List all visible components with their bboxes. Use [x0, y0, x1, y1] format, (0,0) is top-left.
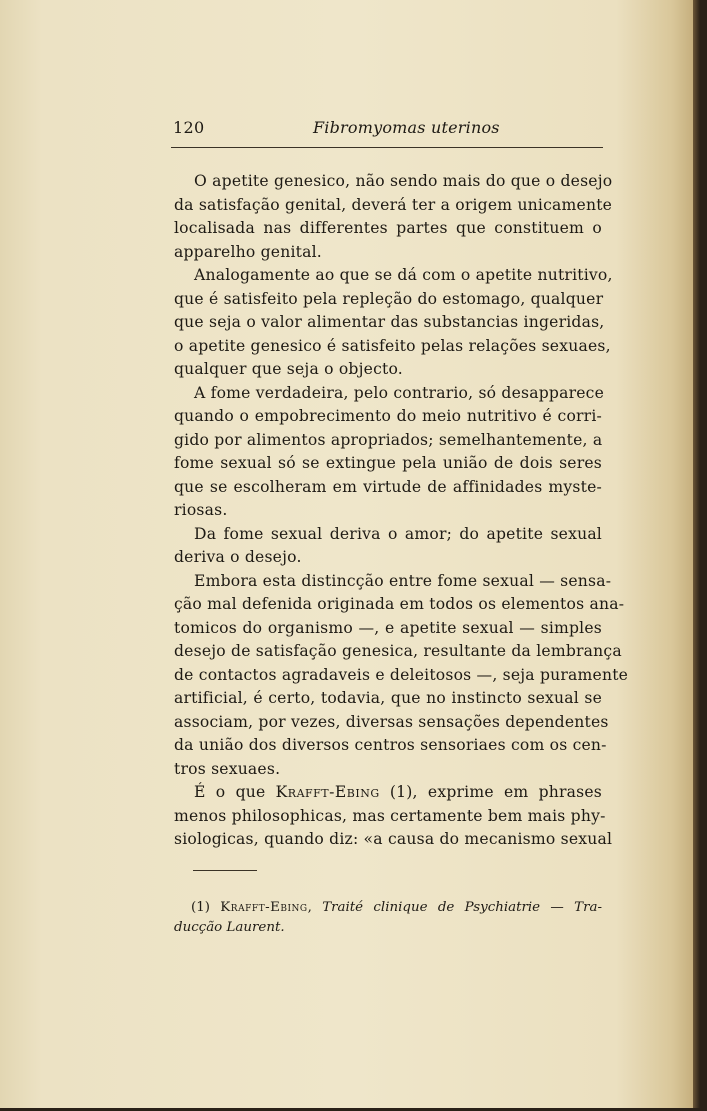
text-line: artificial, é certo, todavia, que no instincto sexual se	[174, 689, 602, 707]
text-line: apparelho genital.	[174, 242, 322, 261]
text-line: o apetite genesico é satisfeito pelas relações sexuaes,	[174, 336, 611, 355]
text-fragment: É o que	[194, 783, 276, 801]
footnote-line	[174, 918, 602, 938]
text-line: deriva o desejo.	[174, 548, 302, 566]
running-title: Fibromyomas uterinos	[313, 118, 500, 137]
text-line: gido por alimentos apropriados; semelhantemente, a	[174, 430, 603, 449]
text-line: localisada nas differentes partes que constituem o	[174, 219, 602, 237]
text-line: O apetite genesico, não sendo mais do que o desejo	[194, 172, 613, 190]
text-line: qualquer que seja o objecto.	[174, 360, 403, 378]
footnote-title: Traité clinique de Psychiatrie — Tra-	[322, 900, 602, 915]
text-line: que é satisfeito pela repleção do estomago, qualquer	[174, 289, 604, 308]
text-fragment: (1), exprime em phrases	[379, 783, 602, 801]
text-line: que se escolheram em virtude de affinidades myste-	[174, 477, 602, 496]
text-line: tomicos do organismo —, e apetite sexual — simples	[174, 618, 602, 637]
text-line: quando o empobrecimento do meio nutritivo é corri-	[174, 407, 602, 425]
text-line: associam, por vezes, diversas sensações dependentes	[174, 712, 609, 731]
footnote-separator: ,	[307, 900, 323, 915]
text-line: tros sexuaes.	[174, 759, 281, 778]
header-rule	[171, 147, 603, 148]
footnote-author: Krafft-Ebing	[220, 900, 308, 915]
author-name: Krafft-Ebing	[275, 783, 380, 801]
text-line: A fome verdadeira, pelo contrario, só desapparece	[194, 383, 605, 402]
text-line: Da fome sexual deriva o amor; do apetite sexual	[194, 524, 602, 543]
text-line: menos philosophicas, mas certamente bem mais phy-	[174, 806, 606, 825]
paragraph	[174, 170, 613, 264]
paragraph	[174, 523, 602, 570]
text-line: fome sexual só se extingue pela união de dois seres	[174, 454, 602, 472]
body-text	[174, 170, 629, 852]
text-line: da satisfação genital, deverá ter a origem unicamente	[174, 195, 613, 214]
text-line: riosas.	[174, 501, 228, 519]
footnote-title-continued: ducção Laurent.	[174, 920, 285, 935]
paragraph	[174, 264, 613, 382]
footnote	[174, 898, 602, 938]
footnote-rule	[193, 870, 257, 871]
text-line	[174, 781, 602, 805]
text-line: ção mal defenida originada em todos os elementos ana-	[174, 595, 625, 613]
page-header	[173, 118, 603, 142]
text-line: siologicas, quando diz: «a causa do mecanismo sexual	[174, 830, 613, 848]
text-line: que seja o valor alimentar das substancias ingeridas,	[174, 313, 605, 331]
text-line: Embora esta distincção entre fome sexual — sensa-	[194, 571, 612, 590]
text-line: da união dos diversos centros sensoriaes com os cen-	[174, 736, 607, 754]
text-line: de contactos agradaveis e deleitosos —, seja puramente	[174, 665, 629, 684]
paragraph	[174, 382, 605, 523]
text-line: desejo de satisfação genesica, resultante da lembrança	[174, 642, 622, 660]
page-edge-shadow	[693, 0, 700, 1111]
page-number: 120	[173, 118, 205, 137]
footnote-marker: (1)	[191, 900, 221, 915]
footnote-line	[174, 898, 602, 918]
paragraphs	[174, 170, 629, 781]
paragraph-krafft-ebing	[174, 781, 613, 852]
text-line: Analogamente ao que se dá com o apetite nutritivo,	[194, 266, 613, 284]
paragraph	[174, 570, 629, 782]
